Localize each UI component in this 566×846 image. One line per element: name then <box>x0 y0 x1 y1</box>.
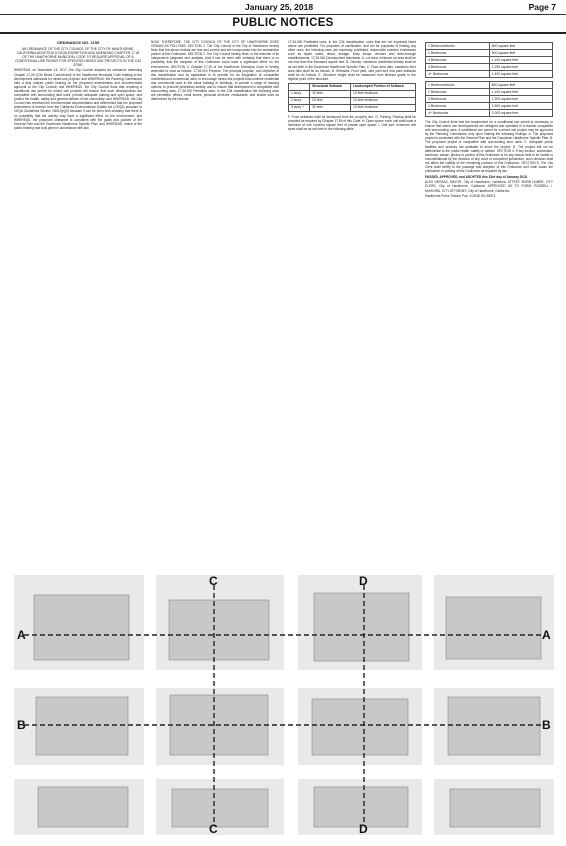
table-cell: 1,500 square feet <box>489 103 552 110</box>
table-cell: 1,250 square feet <box>489 64 552 71</box>
column-3 <box>288 40 416 570</box>
table-row <box>289 104 416 111</box>
publication-info: Hawthorne Press Tribune Pub. 1/25/18 HH-26974 <box>425 194 496 199</box>
table-cell: 4 Bedrooms <box>426 103 490 110</box>
table-row <box>426 71 553 78</box>
table-row <box>426 50 553 57</box>
page-number: Page 7 <box>528 2 556 12</box>
section-label-b: B <box>17 718 26 732</box>
table-cell: 2,000 square feet <box>489 110 552 117</box>
table-header: Landscaped Portion of Setback <box>350 83 415 90</box>
section-label-c-end: C <box>209 822 218 835</box>
street-vertical-3 <box>422 575 434 835</box>
section-title: PUBLIC NOTICES <box>232 17 334 29</box>
ordinance-caption: AN ORDINANCE OF THE CITY COUNCIL OF THE CITY OF HAWTHORNE, CALIFORNIA ADOPTING A CEQA EXEMPTION AND AMENDING CHAPTER 17.26 OF THE HAWTHORNE MUNICIPAL CODE TO REQUIRE APPROVAL OF A CONDITIONAL USE PERMIT FOR SPECIFIED MIXED USE PROJECTS IN THE C34 ZONE <box>15 46 141 67</box>
table-cell: 1,100 square feet <box>489 57 552 64</box>
street-vertical-2 <box>284 575 298 835</box>
table-cell: 30 feet <box>310 104 351 111</box>
section-banner <box>0 16 566 34</box>
table-row <box>426 103 553 110</box>
table-cell: 10 feet <box>310 90 351 97</box>
ordinance-signatures: ALEX VARGAS, MAYOR, City of Hawthorne, California. ATTEST: NORB HUBER, CITY CLERK, City of Hawthorne, California. APPROVED AS TO FORM: RUSSELL I. MIYAHIRA, CITY ATTORNEY, City of Hawthorne, California. <box>425 180 553 193</box>
section-label-c: C <box>209 575 218 588</box>
table-cell: 2 Bedrooms <box>426 50 490 57</box>
page-header <box>0 0 566 15</box>
section-label-d: D <box>359 575 368 588</box>
table-cell: 4+ Bedrooms <box>426 110 490 117</box>
table-cell: 2 story <box>289 97 310 104</box>
table-cell: 10 feet minimum <box>350 104 415 111</box>
table-row <box>426 57 553 64</box>
table-row <box>426 96 553 103</box>
ordinance-findings: The City Council finds that the requirement for a conditional use permit is necessary to ensure that mixed use developments are designed and operated in a manner compatible with surrounding uses. A conditional use permit for a mixed use project may be approved by the Planning Commission only upon making the following findings: A. The proposed project is consistent with the General Plan and the Downtown Hawthorne Specific Plan; B. The proposed project is compatible with surrounding land uses; C. Adequate public facilities and services are available to serve the project; D. The project will not be detrimental to the public health, safety or welfare. SECTION 4. If any section, subsection, sentence, clause, phrase or portion of this Ordinance is for any reason held to be invalid or unconstitutional by the decision of any court of competent jurisdiction, such decision shall not affect the validity of the remaining portions of this Ordinance. SECTION 5. The City Clerk shall certify to the passage and adoption of this Ordinance and shall cause the publication or posting of this Ordinance as required by law. <box>425 120 553 174</box>
table-row <box>426 89 553 96</box>
column-4 <box>425 40 553 570</box>
table-cell: 10 feet minimum <box>350 97 415 104</box>
table-cell: 3 Bedrooms <box>426 57 490 64</box>
column-2 <box>151 40 279 570</box>
unit-size-table-a <box>425 42 553 78</box>
issue-date: January 25, 2018 <box>245 2 314 12</box>
table-cell: 2 Bedrooms <box>426 89 490 96</box>
ordinance-recitals: WHEREAS, on November 14, 2017, the City Council adopted an ordinance amending Chapter 17.26 (C34 Mixed Commercial) of the Hawthorne Municipal Code relating to the development standards for mixed-use projects; and WHEREAS, the Planning Commission held a duly noticed public hearing on the proposed amendments and recommended approval to the City Council; and WHEREAS, the City Council finds that requiring a conditional use permit for mixed use projects will ensure that such developments are compatible with surrounding land uses, provide adequate parking and open space, and protect the health, safety and general welfare of the community; and WHEREAS, the City Council has reviewed the environmental documentation and determined that the proposed amendment is exempt from the California Environmental Quality Act (CEQA) pursuant to CEQA Guidelines Section 15061(b)(3) because it can be seen with certainty that there is no possibility that the activity may have a significant effect on the environment; and WHEREAS, the proposed ordinance is consistent with the goals and policies of the General Plan and the Downtown Hawthorne Specific Plan; and WHEREAS, notice of the public hearing was duly given in accordance with law. <box>14 68 142 130</box>
ordinance-standards-cont: F. Front setbacks shall be measured from the property line. G. Parking: Parking shall be provided as required by Chapter 17.59 of this Code. H. Open space: each unit shall have a minimum of one hundred square feet of private open space. I. Unit size: minimum unit sizes shall be as set forth in the following table. <box>288 114 416 132</box>
notice-columns <box>14 40 554 570</box>
street-vertical <box>144 575 156 835</box>
table-row <box>426 82 553 89</box>
table-cell: 800 square feet <box>489 82 552 89</box>
table-cell: 1,100 square feet <box>489 89 552 96</box>
table-row <box>426 110 553 117</box>
section-label-d-end: D <box>359 822 368 835</box>
table-row <box>426 43 553 50</box>
table-cell: 1,400 square feet <box>489 71 552 78</box>
table-cell: 20 feet <box>310 97 351 104</box>
table-cell: 1,300 square feet <box>489 96 552 103</box>
table-cell: 4+ Bedrooms <box>426 71 490 78</box>
table-cell: 1 story <box>289 90 310 97</box>
table-cell: 1 Bedroom/studio <box>426 82 490 89</box>
unit-size-table-b <box>425 81 553 117</box>
ordinance-passed: PASSED, APPROVED, and ADOPTED this 23rd day of January 2018. <box>425 174 528 179</box>
table-cell: 3 Bedrooms <box>426 96 490 103</box>
ordinance-standards: 17.26.030 Prohibited uses. In the C34 classification, uses that are not expressly listed above are prohibited. For purposes of clarification, and not for purposes of limiting any other uses, the following uses are expressly prohibited: automobile oriented businesses such as repair, sales, rental, storage, body shops, vendors and drive-through establishments. 17.26.040 Development standards. A. Lot area: minimum lot area shall be not less than five thousand square feet. B. Density: maximum residential density shall be as set forth in the Downtown Hawthorne Specific Plan. C. Floor area ratio: maximum floor area ratio shall be as follows. D. Setbacks: Front yard, side yard and rear yard setbacks shall be as follows. E. Structure height shall be measured from finished grade to the highest point of the structure. <box>288 40 416 81</box>
table-cell: 1 Bedroom/studio <box>426 43 490 50</box>
table-cell: 10 feet minimum <box>350 90 415 97</box>
column-1 <box>14 40 142 570</box>
table-header: Structural Setback <box>310 83 351 90</box>
setback-table <box>288 83 416 112</box>
section-label-a-end: A <box>542 628 551 642</box>
zone-map-svg <box>14 575 554 835</box>
table-cell: 4 Bedrooms <box>426 64 490 71</box>
table-header <box>289 83 310 90</box>
setback-diagram-map <box>14 575 554 835</box>
ordinance-sections: NOW, THEREFORE, THE CITY COUNCIL OF THE CITY OF HAWTHORNE DOES ORDAIN AS FOLLOWS: SECTION 1. The City Council of the City of Hawthorne hereby finds that the above recitals are true and correct and are incorporated into the substantive portion of this Ordinance. SECTION 2. The City Council hereby finds, in the exercise of its independent judgment and analysis, that it can be seen with certainty that there is no possibility that the adoption of this Ordinance could have a significant effect on the environment. SECTION 3. Chapter 17.26 of the Hawthorne Municipal Code is hereby amended to read as follows: 17.26.010 Purpose. The principal purpose, and objective of this classification and its application is to provide for an integration of compatible residential and commercial uses, to encourage mixed use projects that combine residential and commercial uses in the same building or buildings, to provide a range of housing options, to promote pedestrian activity, and to ensure that development is compatible with surrounding uses. 17.26.020 Permitted uses. In the C34 classification the following uses are permitted: offices, retail stores, personal services, restaurants, and similar uses as determined by the Director. <box>151 40 279 102</box>
table-cell: 600 square feet <box>489 43 552 50</box>
table-row <box>289 97 416 104</box>
table-cell: 3 story + <box>289 104 310 111</box>
table-row <box>289 90 416 97</box>
ordinance-number: ORDINANCE NO. 2155 <box>56 40 100 45</box>
table-cell: 900 square feet <box>489 50 552 57</box>
table-row <box>426 64 553 71</box>
section-label-b-end: B <box>542 718 551 732</box>
section-label-a: A <box>17 628 26 642</box>
